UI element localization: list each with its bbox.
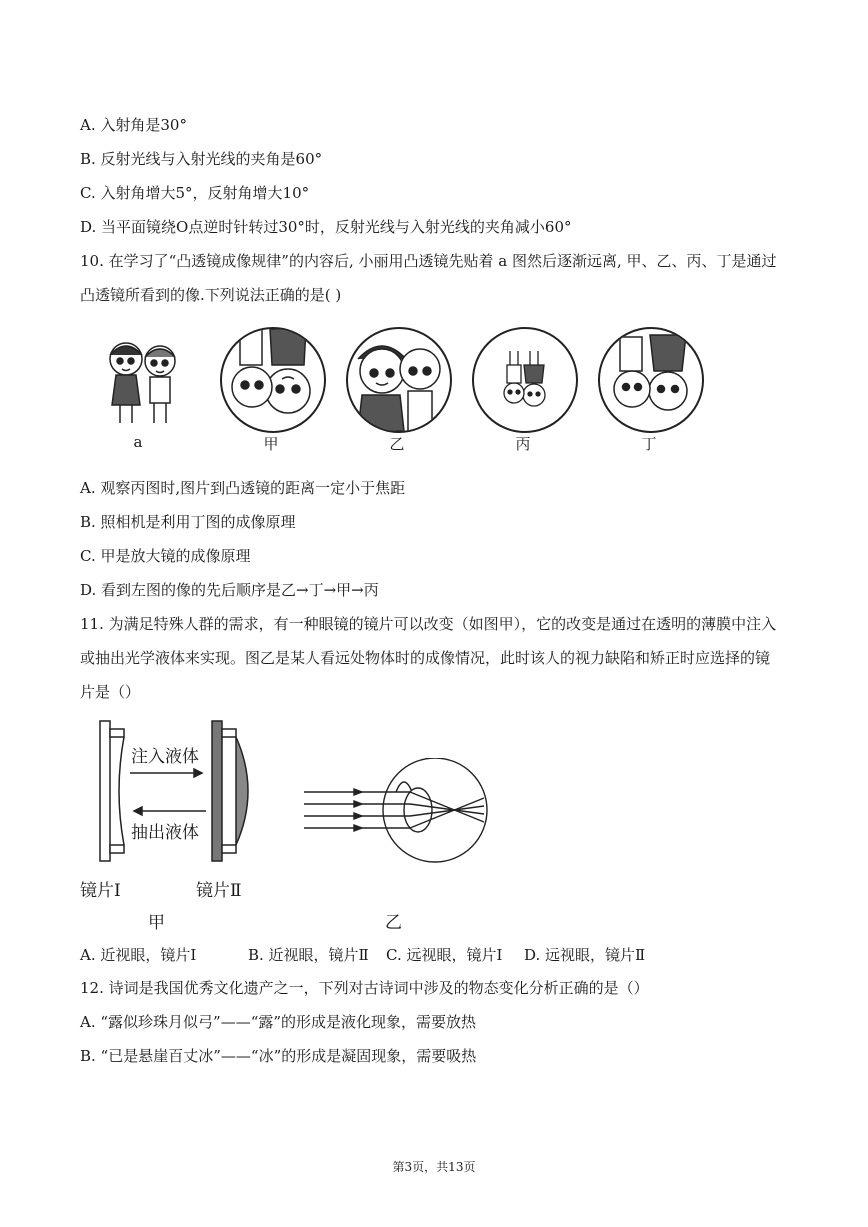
- fig-label-ding: 丁: [641, 435, 657, 453]
- extract-liquid-label: 抽出液体: [131, 823, 199, 843]
- q11-option-d: D. 远视眼，镜片Ⅱ: [524, 946, 646, 964]
- adjustable-lens-diagram: [80, 715, 280, 875]
- q11-stem-line1: 11. 为满足特殊人群的需求，有一种眼镜的镜片可以改变（如图甲），它的改变是通过在透明的薄膜中注入: [80, 615, 777, 633]
- fig-label-jia-q11: 甲: [148, 913, 165, 933]
- q9-option-b: B. 反射光线与入射光线的夹角是60°: [80, 150, 323, 168]
- q12-option-b: B. “已是悬崖百丈冰”——“冰”的形成是凝固现象，需要吸热: [80, 1047, 477, 1065]
- inverted-reduced-image: [474, 329, 576, 431]
- q9-option-d: D. 当平面镜绕O点逆时针转过30°时，反射光线与入射光线的夹角减小60°: [80, 218, 572, 236]
- q10-stem-line2: 凸透镜所看到的像.下列说法正确的是( ): [80, 286, 342, 304]
- q9-option-a: A. 入射角是30°: [80, 116, 187, 134]
- lens-2-label: 镜片Ⅱ: [196, 881, 242, 901]
- fig-label-a: a: [133, 433, 143, 451]
- q12-stem: 12. 诗词是我国优秀文化遗产之一，下列对古诗词中涉及的物态变化分析正确的是（）: [80, 979, 649, 997]
- eye-diagram: [300, 758, 500, 868]
- q9-option-c: C. 入射角增大5°，反射角增大10°: [80, 184, 310, 202]
- fig-label-yi: 乙: [389, 435, 405, 453]
- fig-label-bing: 丙: [515, 435, 531, 453]
- upright-enlarged-image: [348, 329, 450, 431]
- fig-label-jia: 甲: [263, 435, 279, 453]
- page-footer: 第3页，共13页: [392, 1160, 476, 1174]
- lens-1-label: 镜片Ⅰ: [80, 881, 121, 901]
- q11-option-c: C. 远视眼，镜片Ⅰ: [386, 946, 503, 964]
- q12-option-a: A. “露似珍珠月似弓”——“露”的形成是液化现象，需要放热: [80, 1013, 477, 1031]
- fig-label-yi-q11: 乙: [385, 913, 402, 933]
- inverted-image-ding: [600, 329, 702, 431]
- q11-stem-line3: 片是（）: [80, 683, 141, 701]
- inverted-enlarged-image: [222, 329, 324, 431]
- q10-stem-line1: 10. 在学习了“凸透镜成像规律”的内容后, 小丽用凸透镜先贴着 a 图然后逐渐远离, 甲、乙、丙、丁是通过: [80, 252, 777, 270]
- children-picture-a: [98, 335, 188, 427]
- q11-stem-line2: 或抽出光学液体来实现。图乙是某人看远处物体时的成像情况，此时该人的视力缺陷和矫正时应选择的镜: [80, 649, 771, 667]
- lens-view-jia: [220, 327, 326, 433]
- q10-option-a: A. 观察丙图时,图片到凸透镜的距离一定小于焦距: [80, 479, 406, 497]
- lens-view-bing: [472, 327, 578, 433]
- q10-option-d: D. 看到左图的像的先后顺序是乙→丁→甲→丙: [80, 581, 379, 599]
- q10-figure: [80, 325, 720, 455]
- q10-option-b: B. 照相机是利用丁图的成像原理: [80, 513, 296, 531]
- lens-view-yi: [346, 327, 452, 433]
- q11-option-b: B. 近视眼，镜片Ⅱ: [248, 946, 369, 964]
- lens-view-ding: [598, 327, 704, 433]
- q11-option-a: A. 近视眼，镜片Ⅰ: [80, 946, 197, 964]
- q10-option-c: C. 甲是放大镜的成像原理: [80, 547, 251, 565]
- inject-liquid-label: 注入液体: [131, 747, 199, 767]
